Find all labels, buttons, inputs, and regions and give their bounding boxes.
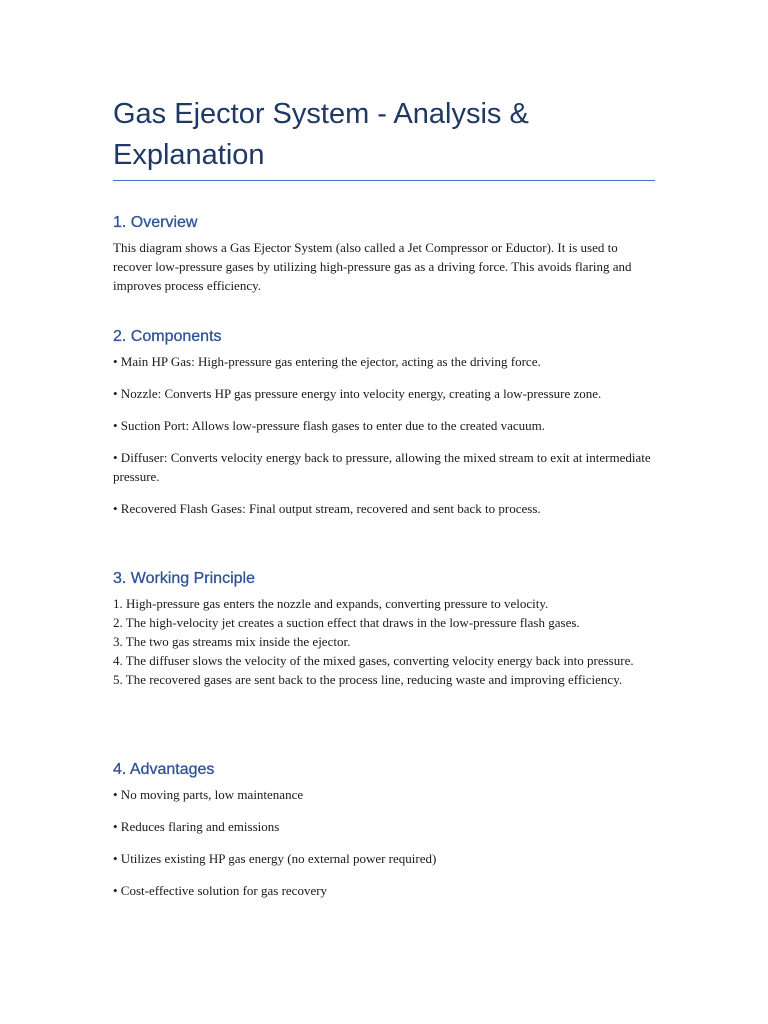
components-section (113, 326, 655, 518)
principle-step: 3. The two gas streams mix inside the ejector. (113, 634, 351, 649)
component-item-suction-port: • Suction Port: Allows low-pressure flash gases to enter due to the created vacuum. (113, 418, 546, 433)
components-heading: 2. Components (113, 328, 222, 345)
advantages-heading: 4. Advantages (113, 761, 215, 778)
working-principle-heading: 3. Working Principle (113, 570, 255, 587)
working-principle-steps (113, 594, 655, 689)
advantages-list (113, 785, 655, 900)
title-underline-rule (113, 180, 655, 181)
advantage-item: • No moving parts, low maintenance (113, 787, 304, 802)
working-principle-section (113, 568, 655, 689)
overview-paragraph: This diagram shows a Gas Ejector System (also called a Jet Compressor or Eductor). It is used to recover low-pressure gases by utilizing high-pressure gas as a driving force. This avoids flaring and improves process efficiency. (113, 240, 632, 293)
component-item-diffuser: • Diffuser: Converts velocity energy back to pressure, allowing the mixed stream to exit at intermediate pressure. (113, 450, 651, 484)
principle-step: 2. The high-velocity jet creates a suction effect that draws in the low-pressure flash gases. (113, 615, 580, 630)
principle-step: 5. The recovered gases are sent back to the process line, reducing waste and improving efficiency. (113, 672, 623, 687)
component-item-recovered-flash-gases: • Recovered Flash Gases: Final output stream, recovered and sent back to process. (113, 501, 541, 516)
component-item-nozzle: • Nozzle: Converts HP gas pressure energy into velocity energy, creating a low-pressure zone. (113, 386, 602, 401)
principle-step: 1. High-pressure gas enters the nozzle and expands, converting pressure to velocity. (113, 596, 549, 611)
advantage-item: • Utilizes existing HP gas energy (no external power required) (113, 851, 437, 866)
advantage-item: • Reduces flaring and emissions (113, 819, 280, 834)
document-title: Gas Ejector System - Analysis & Explanation (113, 98, 529, 171)
components-list (113, 352, 655, 518)
advantage-item: • Cost-effective solution for gas recovery (113, 883, 328, 898)
overview-heading: 1. Overview (113, 214, 198, 231)
component-item-main-hp-gas: • Main HP Gas: High-pressure gas entering the ejector, acting as the driving force. (113, 354, 541, 369)
principle-step: 4. The diffuser slows the velocity of the mixed gases, converting velocity energy back into pressure. (113, 653, 634, 668)
advantages-section (113, 759, 655, 900)
overview-section (113, 212, 655, 295)
